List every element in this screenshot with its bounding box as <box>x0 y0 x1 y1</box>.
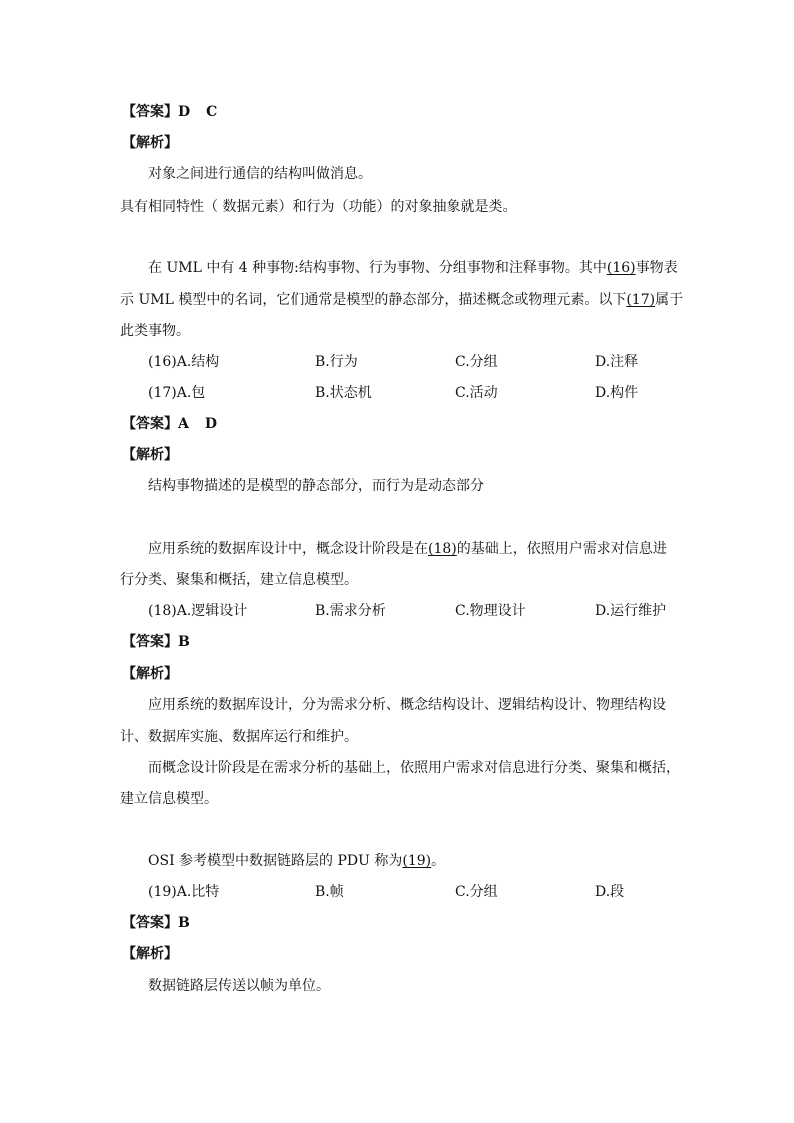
analysis-text: 具有相同特性（ 数据元素）和行为（功能）的对象抽象就是类。 <box>120 199 517 215</box>
analysis-text: 对象之间进行通信的结构叫做消息。 <box>148 166 372 182</box>
answer-label: 【答案】 <box>122 915 178 931</box>
question-stem-q16: 在 UML 中有 4 种事物:结构事物、行为事物、分组事物和注释事物。其中(16)事物表 <box>148 260 678 276</box>
answer-line-q19 <box>122 913 190 933</box>
option-c: C.分组 <box>455 884 498 900</box>
answer-label: 【答案】 <box>122 634 178 650</box>
option-a: (17)A.包 <box>148 385 206 401</box>
answer-label: 【答案】 <box>122 416 178 432</box>
answer-line-q16 <box>122 414 217 434</box>
analysis-text: 计、数据库实施、数据库运行和维护。 <box>120 729 358 745</box>
analysis-text: 结构事物描述的是模型的静态部分，而行为是动态部分 <box>148 478 484 494</box>
answer-value: D <box>178 104 191 120</box>
option-c: C.活动 <box>455 385 498 401</box>
option-d: D.段 <box>595 884 625 900</box>
option-b: B.需求分析 <box>315 603 386 619</box>
blank-17: (17) <box>626 292 656 308</box>
answer-value: B <box>178 915 190 931</box>
option-c: C.分组 <box>455 354 498 370</box>
option-b: B.状态机 <box>315 385 372 401</box>
analysis-text: 数据链路层传送以帧为单位。 <box>148 978 330 994</box>
answer-value: C <box>206 104 218 120</box>
option-c: C.物理设计 <box>455 603 526 619</box>
analysis-label-q19: 【解析】 <box>122 946 178 962</box>
question-stem-q19: OSI 参考模型中数据链路层的 PDU 称为(19)。 <box>148 853 446 869</box>
option-b: B.帧 <box>315 884 344 900</box>
question-stem-q16: 示 UML 模型中的名词，它们通常是模型的静态部分，描述概念或物理元素。以下(17)属于 <box>120 292 684 308</box>
analysis-label-q16: 【解析】 <box>122 447 178 463</box>
analysis-text: 应用系统的数据库设计，分为需求分析、概念结构设计、逻辑结构设计、物理结构设 <box>148 697 666 713</box>
blank-19: (19) <box>402 853 432 869</box>
analysis-text: 建立信息模型。 <box>120 791 218 807</box>
option-a: (18)A.逻辑设计 <box>148 603 248 619</box>
option-b: B.行为 <box>315 354 358 370</box>
analysis-label-q15: 【解析】 <box>122 135 178 151</box>
blank-18: (18) <box>428 541 457 557</box>
answer-value: B <box>178 634 190 650</box>
analysis-label-q18: 【解析】 <box>122 666 178 682</box>
answer-line-q15 <box>122 102 217 122</box>
question-stem-q18: 行分类、聚集和概括，建立信息模型。 <box>120 572 358 588</box>
answer-line-q18 <box>122 632 190 652</box>
question-stem-q18: 应用系统的数据库设计中，概念设计阶段是在(18)的基础上，依照用户需求对信息进 <box>148 541 667 557</box>
answer-value: A <box>178 416 189 432</box>
option-a: (16)A.结构 <box>148 354 220 370</box>
answer-value: D <box>204 416 218 432</box>
question-stem-q16: 此类事物。 <box>120 323 190 339</box>
option-d: D.运行维护 <box>595 603 667 619</box>
analysis-text: 而概念设计阶段是在需求分析的基础上，依照用户需求对信息进行分类、聚集和概括， <box>148 760 680 776</box>
answer-label: 【答案】 <box>122 104 178 120</box>
option-d: D.构件 <box>595 385 639 401</box>
blank-16: (16) <box>606 260 636 276</box>
option-d: D.注释 <box>595 354 639 370</box>
option-a: (19)A.比特 <box>148 884 220 900</box>
